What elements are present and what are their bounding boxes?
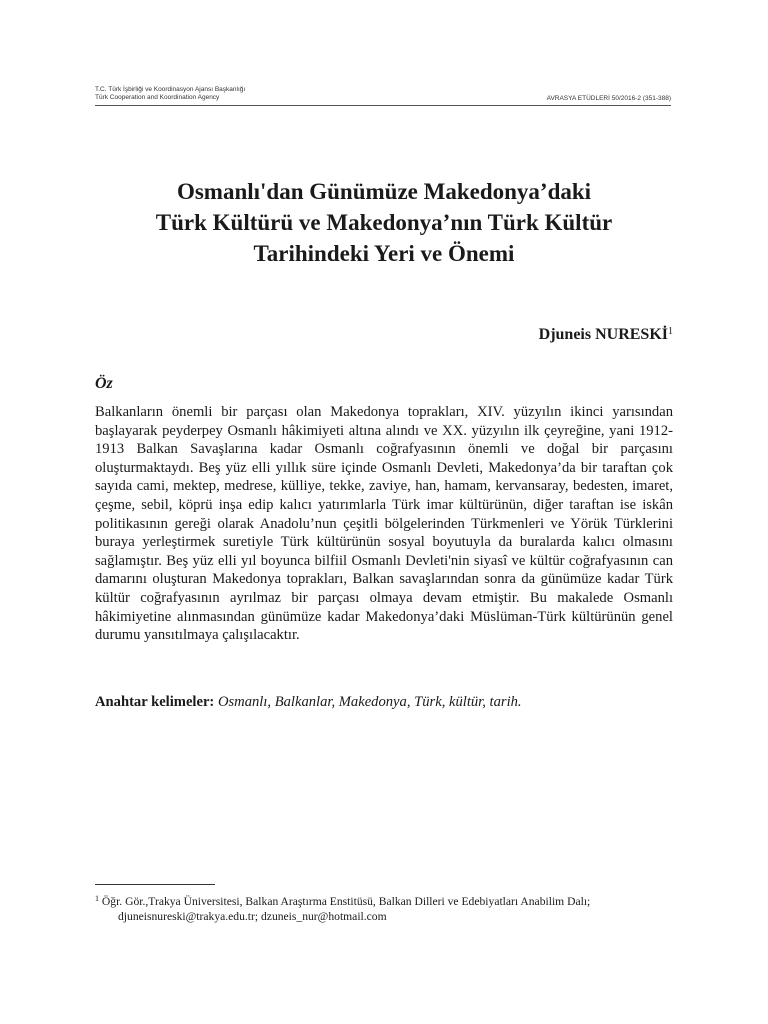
title-line: Tarihindeki Yeri ve Önemi — [253, 241, 515, 266]
footnote-mark: 1 — [95, 894, 99, 903]
footnote-emails: djuneisnureski@trakya.edu.tr; dzuneis_nur@hotmail.com — [118, 909, 387, 923]
header-journal-reference: AVRASYA ETÜDLERİ 50/2016-2 (351-388) — [546, 95, 671, 102]
article-title — [95, 176, 673, 269]
header-institution — [95, 86, 245, 102]
keywords-label: Anahtar kelimeler: — [95, 694, 215, 710]
footnote-divider — [95, 884, 215, 885]
abstract-heading: Öz — [95, 375, 113, 392]
header-divider — [95, 105, 671, 106]
footnote-affiliation: Öğr. Gör.,Trakya Üniversitesi, Balkan Araştırma Enstitüsü, Balkan Dilleri ve Edebiyatları Anabilim Dalı; — [101, 895, 591, 908]
keywords — [95, 693, 522, 711]
title-line: Türk Kültürü ve Makedonya’nın Türk Kültür — [155, 210, 613, 235]
author-name: Djuneis NURESKİ — [538, 326, 668, 343]
footnote-line — [95, 892, 675, 910]
header-institution-en: Türk Cooperation and Koordination Agency — [95, 94, 220, 101]
author-footnote-mark: 1 — [668, 326, 673, 337]
abstract-text: Balkanların önemli bir parçası olan Makedonya toprakları, XIV. yüzyılın ikinci yarısından başlayarak peyderpey Osmanlı hâkimiyeti altına alındı ve XX. yüzyılın ilk çeyreğine, yani 1912-1913 Balkan Savaşlarına kadar Osmanlı coğrafyasının önemli ve doğal bir parçasını oluşturmaktaydı. Beş yüz elli yıllık süre içinde Osmanlı Devleti, Makedonya’da bir taraftan çok sayıda cami, mektep, medrese, külliye, tekke, zaviye, han, hamam, kervansaray, bedesten, imaret, çeşme, sebil, köprü inşa edip kalıcı yatırımlarla Türk imar kültürünün, diğer taraftan ise iskân politikasının gereği olarak Anadolu’nun çeşitli bölgelerinden Türkmenleri ve Yörük Türklerini buraya yerleştirmek suretiyle Türk kültürünün sosyal boyutuyla da buralarda kalıcı olmasını sağlamıştır. Beş yüz elli yıl boyunca bilfiil Osmanlı Devleti'nin siyasî ve kültür coğrafyasının can damarını oluşturan Makedonya toprakları, Balkan savaşlarından sonra da günümüze kadar Türk kültür coğrafyasının ayrılmaz bir parçası olmaya devam etmiştir. Bu makalede Osmanlı hâkimiyetine alınmasından günümüze kadar Makedonya’daki Müslüman-Türk kültürünün genel durumu yansıtılmaya çalışılacaktır. — [95, 404, 673, 644]
header-institution-tr: T.C. Türk İşbirliği ve Koordinasyon Ajansı Başkanlığı — [95, 86, 246, 93]
title-line: Osmanlı'dan Günümüze Makedonya’daki — [176, 179, 592, 204]
author-byline — [539, 322, 673, 345]
keywords-value: Osmanlı, Balkanlar, Makedonya, Türk, kültür, tarih. — [217, 694, 522, 710]
footnote — [95, 892, 675, 924]
